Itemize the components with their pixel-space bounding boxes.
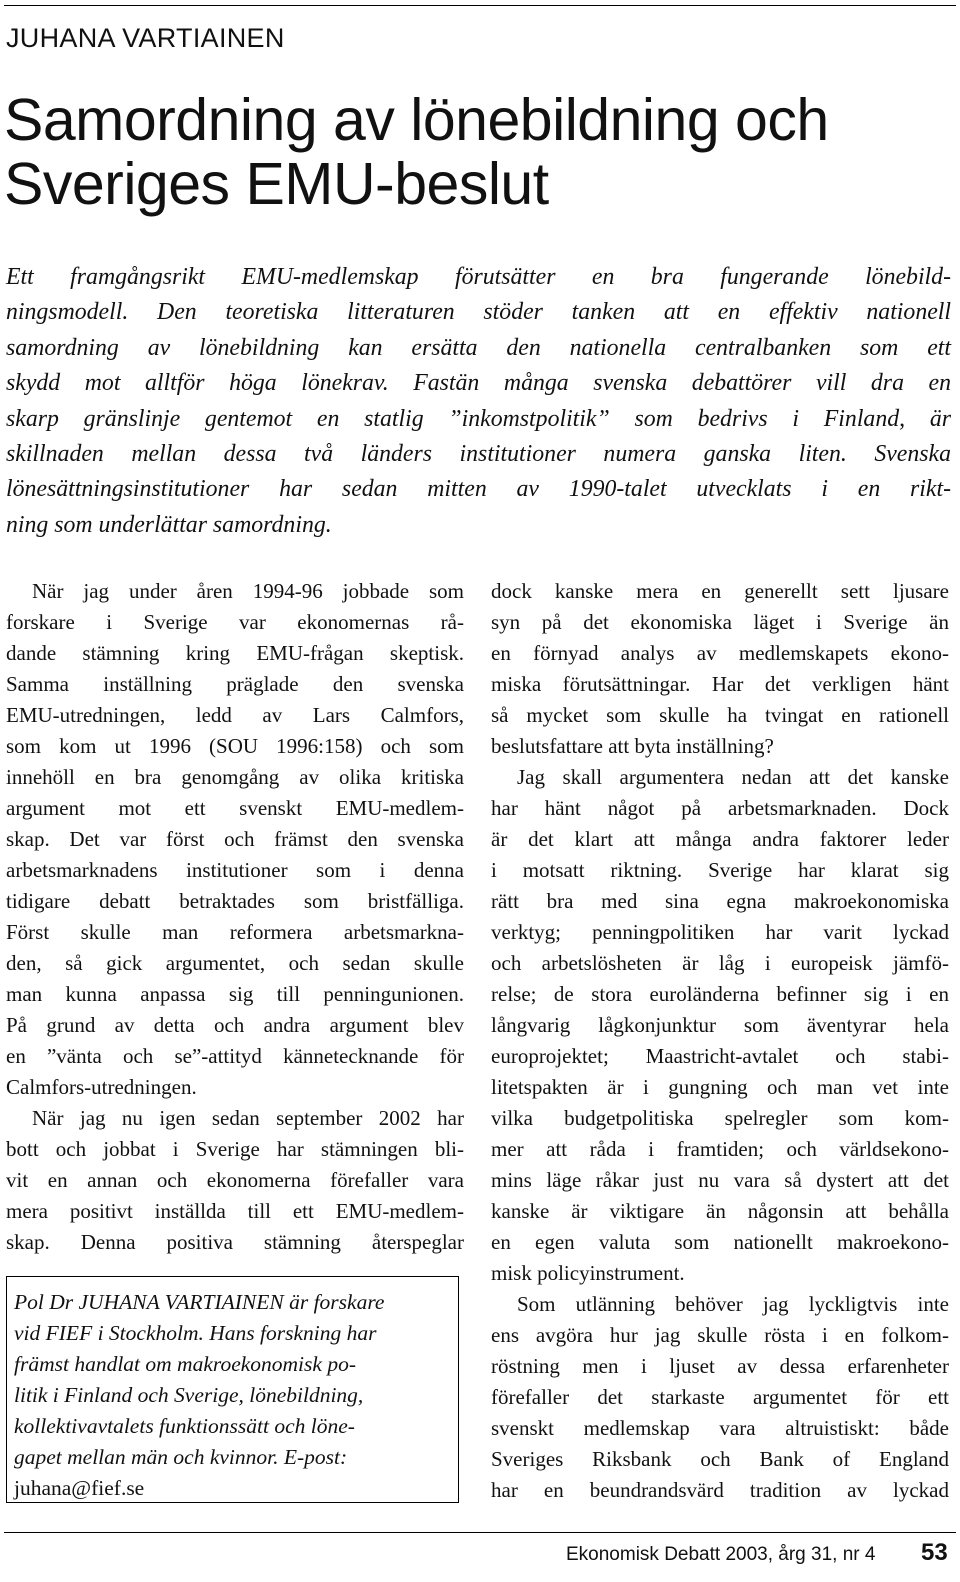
text-line: dande stämning kring EMU-frågan skeptisk.: [6, 641, 464, 665]
text-line: miska förutsättningar. Har det verkligen hänt: [491, 672, 949, 696]
ingress-line: ning som underlättar samordning.: [6, 511, 332, 538]
ingress-line: Ett framgångsrikt EMU-medlemskap förutsätter en bra fungerande lönebild-: [6, 264, 951, 290]
page-number: 53: [921, 1539, 948, 1566]
text-line: man kunna anpassa sig till penningunionen.: [6, 982, 464, 1006]
text-line: verktyg; penningpolitiken har varit lyckad: [491, 920, 949, 944]
text-line: dock kanske mera en generellt sett ljusare: [491, 579, 949, 603]
author-name: JUHANA VARTIAINEN: [6, 23, 285, 53]
ingress-line: ningsmodell. Den teoretiska litteraturen stöder tanken att en effektiv nationell: [6, 299, 951, 326]
right-column: [491, 576, 949, 1506]
text-line: den, så gick argumentet, och sedan skulle: [6, 951, 464, 975]
text-line: bott och jobbat i Sverige har stämningen bli-: [6, 1137, 464, 1161]
text-line: relse; de stora euroländerna befinner sig i en: [491, 982, 949, 1006]
text-line: Sveriges Riksbank och Bank of England: [491, 1447, 949, 1471]
ingress-line: skillnaden mellan dessa två länders institutioner numera ganska liten. Svenska: [6, 441, 951, 468]
article-title: [4, 88, 944, 216]
paragraph: [6, 576, 464, 1103]
bio-line: litik i Finland och Sverige, lönebildning,: [14, 1383, 364, 1407]
paragraph: [491, 762, 949, 1289]
text-line: litetspakten är i gungning och man vet inte: [491, 1075, 949, 1099]
text-line: långvarig lågkonjunktur som äventyrar hela: [491, 1013, 949, 1037]
text-line: argument mot ett svenskt EMU-medlem-: [6, 796, 464, 820]
text-line: europrojektet; Maastricht-avtalet och stabi-: [491, 1044, 949, 1068]
title-line: Sveriges EMU-beslut: [4, 151, 549, 217]
text-line: som kom ut 1996 (SOU 1996:158) och som: [6, 734, 464, 758]
footer-rule: [4, 1532, 956, 1533]
paragraph: [491, 1289, 949, 1506]
text-line: har hänt något på arbetsmarknaden. Dock: [491, 796, 949, 820]
text-line: är det klart att många andra faktorer leder: [491, 827, 949, 851]
text-line: mera positivt inställda till ett EMU-medlem-: [6, 1199, 464, 1223]
text-line: innehöll en bra genomgång av olika kritiska: [6, 765, 464, 789]
text-line: en egen valuta som nationellt makroekono-: [491, 1230, 949, 1254]
ingress-line: skydd mot alltför höga lönekrav. Fastän många svenska debattörer vill dra en: [6, 370, 951, 397]
text-line: beslutsfattare att byta inställning?: [491, 734, 774, 758]
text-line: en ”vänta och se”-attityd kännetecknande för: [6, 1044, 464, 1068]
paragraph: [6, 1103, 464, 1258]
text-line: Jag skall argumentera nedan att det kanske: [517, 765, 949, 789]
text-line: skap. Det var först och främst den svenska: [6, 827, 464, 851]
paragraph: [491, 576, 949, 762]
text-line: När jag nu igen sedan september 2002 har: [32, 1106, 464, 1130]
title-line: Samordning av lönebildning och: [4, 87, 829, 153]
text-line: mer att råda i framtiden; och världsekono-: [491, 1137, 949, 1161]
bio-line: främst handlat om makroekonomisk po-: [14, 1352, 356, 1376]
text-line: Som utlänning behöver jag lyckligtvis inte: [517, 1292, 949, 1316]
author-email[interactable]: juhana@fief.se: [14, 1476, 145, 1500]
text-line: kanske är viktigare än någonsin att behålla: [491, 1199, 949, 1223]
bio-line: vid FIEF i Stockholm. Hans forskning har: [14, 1321, 377, 1345]
top-rule: [4, 5, 956, 6]
text-line: syn på det ekonomiska läget i Sverige än: [491, 610, 949, 634]
left-column: [6, 576, 464, 1258]
ingress: [6, 260, 951, 543]
text-line: När jag under åren 1994-96 jobbade som: [32, 579, 464, 603]
text-line: har en beundrandsvärd tradition av lyckad: [491, 1478, 949, 1502]
text-line: skap. Denna positiva stämning återspeglar: [6, 1230, 464, 1254]
ingress-line: samordning av lönebildning kan ersätta den nationella centralbanken som ett: [6, 334, 951, 361]
bio-line: Pol Dr JUHANA VARTIAINEN är forskare: [14, 1290, 385, 1314]
text-line: en förnyad analys av medlemskapets ekono-: [491, 641, 949, 665]
text-line: arbetsmarknadens institutioner som i denna: [6, 858, 464, 882]
text-line: ens avgöra hur jag skulle rösta i en folkom-: [491, 1323, 949, 1347]
text-line: Först skulle man reformera arbetsmarkna-: [6, 920, 464, 944]
text-line: vit en annan och ekonomerna förefaller vara: [6, 1168, 464, 1192]
text-line: EMU-utredningen, ledd av Lars Calmfors,: [6, 703, 464, 727]
text-line: så mycket som skulle ha tvingat en rationell: [491, 703, 949, 727]
ingress-line: lönesättningsinstitutioner har sedan mitten av 1990-talet utvecklats i en rikt-: [6, 476, 951, 503]
text-line: rätt bra med sina egna makroekonomiska: [491, 889, 949, 913]
text-line: röstning men i ljuset av dessa erfarenheter: [491, 1354, 949, 1378]
text-line: vilka budgetpolitiska spelregler som kom-: [491, 1106, 949, 1130]
bio-line: kollektivavtalets funktionssätt och löne-: [14, 1414, 355, 1438]
text-line: misk policyinstrument.: [491, 1261, 685, 1285]
text-line: förefaller det starkaste argumentet för ett: [491, 1385, 949, 1409]
text-line: Samma inställning präglade den svenska: [6, 672, 464, 696]
text-line: i motsatt riktning. Sverige har klarat sig: [491, 858, 949, 882]
footer-journal-info: Ekonomisk Debatt 2003, årg 31, nr 4: [566, 1544, 876, 1565]
text-line: forskare i Sverige var ekonomernas rå-: [6, 610, 464, 634]
text-line: mins läge råkar just nu vara så dystert att det: [491, 1168, 949, 1192]
ingress-line: skarp gränslinje gentemot en statlig ”inkomstpolitik” som bedrivs i Finland, är: [6, 405, 951, 432]
text-line: På grund av detta och andra argument blev: [6, 1013, 464, 1037]
text-line: tidigare debatt betraktades som bristfälliga.: [6, 889, 464, 913]
text-line: och arbetslösheten är låg i europeisk jämfö-: [491, 951, 949, 975]
text-line: Calmfors-utredningen.: [6, 1075, 197, 1099]
bio-line: gapet mellan män och kvinnor. E-post:: [14, 1445, 348, 1469]
author-bio-box: [6, 1276, 459, 1503]
text-line: svenskt medlemskap vara altruistiskt: både: [491, 1416, 949, 1440]
